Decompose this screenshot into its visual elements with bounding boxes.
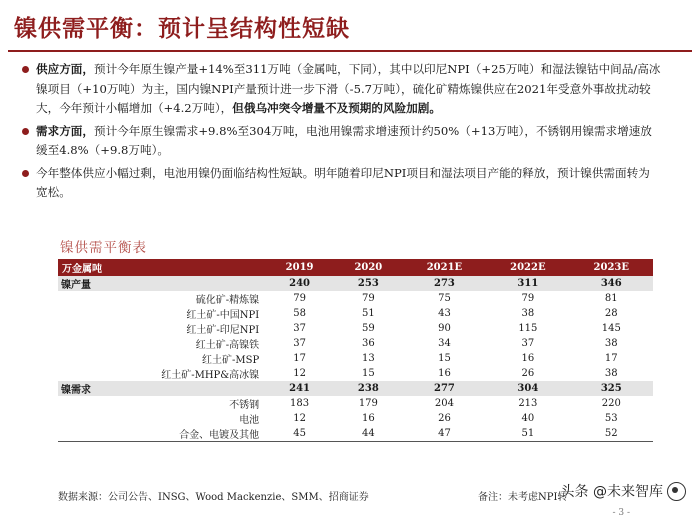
cell-value: 26 bbox=[438, 413, 451, 424]
cell-value: 51 bbox=[486, 426, 569, 442]
cell-value: 44 bbox=[334, 426, 403, 442]
cell-value: 12 bbox=[293, 413, 306, 424]
year-header: 2023E bbox=[570, 259, 653, 276]
cell-value: 220 bbox=[601, 398, 621, 409]
cell-value: 15 bbox=[361, 368, 375, 379]
cell-value: 79 bbox=[293, 293, 306, 304]
cell-value: 52 bbox=[570, 426, 653, 442]
nickel-balance-table bbox=[58, 259, 653, 442]
bullet-dot-icon bbox=[22, 66, 29, 73]
cell-value: 240 bbox=[265, 276, 334, 291]
cell-value: 79 bbox=[361, 293, 375, 304]
bullet-dot-icon bbox=[22, 128, 29, 135]
cell-value: 59 bbox=[361, 323, 375, 334]
remark-note: 备注：未考虑NPI转 bbox=[478, 492, 568, 503]
table-row bbox=[58, 426, 653, 442]
page-title: 镍供需平衡：预计呈结构性短缺 bbox=[14, 16, 350, 42]
cell-value: 277 bbox=[403, 381, 486, 396]
unit-header: 万金属吨 bbox=[58, 259, 265, 276]
row-label: 红土矿-印尼NPI bbox=[186, 325, 260, 336]
cell-value: 47 bbox=[403, 426, 486, 442]
bullet-text: 今年整体供应小幅过剩，电池用镍仍面临结构性短缺。明年随着印尼NPI项目和湿法项目产能的释放，预计镍供需面转为宽松。 bbox=[36, 165, 650, 199]
cell-value: 16 bbox=[521, 353, 535, 364]
row-label: 镍产量 bbox=[58, 276, 265, 291]
row-label: 不锈钢 bbox=[229, 400, 260, 411]
cell-value: 58 bbox=[293, 308, 306, 319]
cell-value: 28 bbox=[604, 308, 618, 319]
bullet-text: 预计今年原生镍需求+9.8%至304万吨，电池用镍需求增速预计约50%（+13万吨），不锈钢用镍需求增速放缓至4.8%（+9.8万吨）。 bbox=[36, 123, 652, 157]
table-total-row bbox=[58, 381, 653, 396]
cell-value: 145 bbox=[601, 323, 621, 334]
cell-value: 37 bbox=[293, 323, 306, 334]
cell-value: 37 bbox=[293, 338, 306, 349]
bullet-dot-icon bbox=[22, 170, 29, 177]
cell-value: 179 bbox=[358, 398, 378, 409]
cell-value: 213 bbox=[518, 398, 538, 409]
row-label: 红土矿-中国NPI bbox=[186, 310, 260, 321]
cell-value: 38 bbox=[521, 308, 535, 319]
cell-value: 17 bbox=[293, 353, 306, 364]
row-label: 硫化矿-精炼镍 bbox=[195, 295, 260, 306]
table-title: 镍供需平衡表 bbox=[60, 240, 147, 256]
cell-value: 45 bbox=[265, 426, 334, 442]
cell-value: 43 bbox=[438, 308, 451, 319]
cell-value: 238 bbox=[334, 381, 403, 396]
bullet-outlook bbox=[36, 164, 661, 203]
cell-value: 183 bbox=[290, 398, 310, 409]
cell-value: 34 bbox=[438, 338, 451, 349]
cell-value: 40 bbox=[521, 413, 535, 424]
year-header: 2022E bbox=[486, 259, 569, 276]
year-header: 2020 bbox=[334, 259, 403, 276]
cell-value: 38 bbox=[604, 368, 618, 379]
bullet-demand bbox=[36, 122, 661, 161]
cell-value: 79 bbox=[521, 293, 535, 304]
bullet-lead: 供应方面， bbox=[36, 62, 94, 76]
cell-value: 15 bbox=[438, 353, 451, 364]
cell-value: 51 bbox=[361, 308, 375, 319]
row-label: 合金、电镀及其他 bbox=[58, 426, 265, 442]
table-row bbox=[58, 336, 653, 351]
table-row bbox=[58, 396, 653, 411]
cell-value: 311 bbox=[486, 276, 569, 291]
cell-value: 241 bbox=[265, 381, 334, 396]
cell-value: 53 bbox=[604, 413, 618, 424]
bullet-emphasis: 但俄乌冲突令增量不及预期的风险加剧。 bbox=[232, 101, 441, 115]
cell-value: 26 bbox=[521, 368, 535, 379]
row-label: 红土矿-MSP bbox=[201, 355, 260, 366]
cell-value: 325 bbox=[570, 381, 653, 396]
table-body bbox=[58, 276, 653, 442]
watermark bbox=[561, 481, 686, 501]
table-row bbox=[58, 366, 653, 381]
cell-value: 12 bbox=[293, 368, 306, 379]
cell-value: 346 bbox=[570, 276, 653, 291]
cell-value: 13 bbox=[361, 353, 375, 364]
table-total-row bbox=[58, 276, 653, 291]
table-header-row bbox=[58, 259, 653, 276]
row-label: 镍需求 bbox=[58, 381, 265, 396]
title-divider bbox=[8, 50, 692, 52]
cell-value: 253 bbox=[334, 276, 403, 291]
cell-value: 38 bbox=[604, 338, 618, 349]
table-row bbox=[58, 306, 653, 321]
table-row bbox=[58, 411, 653, 426]
bullet-lead: 需求方面， bbox=[36, 123, 94, 138]
summary-bullets bbox=[36, 60, 661, 206]
table-row bbox=[58, 291, 653, 306]
watermark-text: 头条 @未来智库 bbox=[560, 484, 663, 500]
cell-value: 16 bbox=[438, 368, 451, 379]
table-row bbox=[58, 321, 653, 336]
cell-value: 115 bbox=[518, 323, 538, 334]
row-label: 红土矿-高镍铁 bbox=[195, 340, 260, 351]
cell-value: 273 bbox=[403, 276, 486, 291]
cell-value: 204 bbox=[434, 398, 454, 409]
table-row bbox=[58, 351, 653, 366]
cell-value: 75 bbox=[438, 293, 451, 304]
cell-value: 304 bbox=[486, 381, 569, 396]
cell-value: 90 bbox=[438, 323, 451, 334]
year-header: 2021E bbox=[403, 259, 486, 276]
row-label: 电池 bbox=[239, 415, 260, 426]
bullet-text: 预计今年原生镍产量+14%至311万吨（金属吨，下同），其中以印尼NPI（+25万吨）和湿法镍钴中间品/高冰镍项目（+10万吨）为主，国内镍NPI产量预计进一步下滑（-5.7万吨），硫化矿精炼镍供应在2021年受意外事故扰动较大，今年预计小幅增加（+4.2万吨）， bbox=[36, 62, 661, 115]
data-source-note: 数据来源：公司公告、INSG、Wood Mackenzie、SMM、招商证券 bbox=[58, 492, 369, 503]
bullet-supply bbox=[36, 60, 661, 119]
cell-value: 16 bbox=[361, 413, 375, 424]
year-header: 2019 bbox=[265, 259, 334, 276]
watermark-logo-icon bbox=[667, 482, 686, 501]
cell-value: 37 bbox=[521, 338, 535, 349]
page-number: - 3 - bbox=[612, 508, 630, 518]
cell-value: 36 bbox=[361, 338, 375, 349]
cell-value: 81 bbox=[604, 293, 618, 304]
cell-value: 17 bbox=[604, 353, 618, 364]
row-label: 红土矿-MHP&高冰镍 bbox=[161, 370, 260, 381]
